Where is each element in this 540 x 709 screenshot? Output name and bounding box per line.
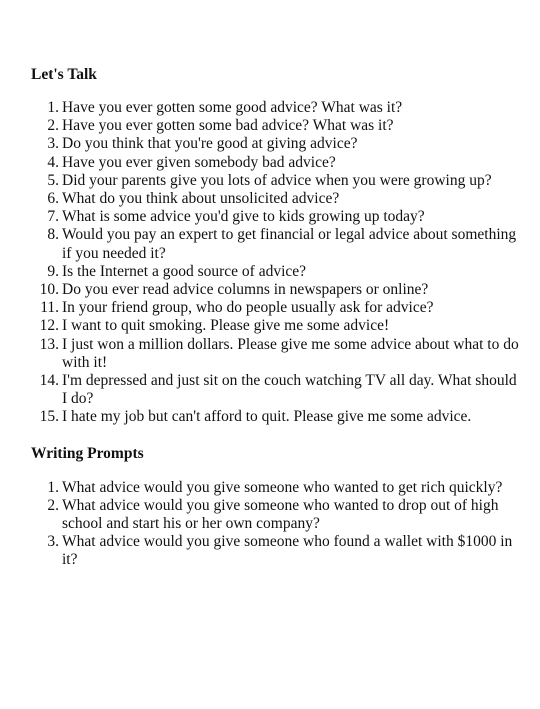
item-text: Do you think that you're good at giving advice? [62,135,358,153]
list-item [31,281,520,299]
list-item [31,533,520,569]
list-item [31,190,520,208]
item-text: What advice would you give someone who found a wallet with $1000 in it? [62,533,513,569]
list-item [31,154,520,172]
list-item [31,208,520,226]
item-number: 2. [47,117,59,135]
item-text: What is some advice you'd give to kids growing up today? [62,208,425,226]
item-number: 11. [40,299,59,317]
item-text: I just won a million dollars. Please give me some advice about what to do with it! [62,335,519,371]
item-text: Have you ever gotten some bad advice? What was it? [62,117,394,135]
item-number: 12. [39,317,59,335]
item-text: Is the Internet a good source of advice? [62,262,307,280]
item-text: I'm depressed and just sit on the couch watching TV all day. What should I do? [62,372,517,408]
item-number: 4. [47,153,59,171]
writing-prompts-heading: Writing Prompts [31,444,144,462]
item-text: Have you ever given somebody bad advice? [62,153,336,171]
list-item [31,479,520,497]
list-item [31,135,520,153]
item-number: 6. [47,190,59,208]
list-item [31,372,520,408]
item-text: Have you ever gotten some good advice? What was it? [62,99,403,116]
item-number: 9. [47,262,59,280]
list-item [31,226,520,262]
item-number: 14. [39,372,59,390]
item-number: 3. [47,135,59,153]
list-item [31,317,520,335]
item-text: Did your parents give you lots of advice when you were growing up? [62,171,492,189]
item-number: 5. [47,171,59,189]
list-item [31,336,520,372]
item-number: 7. [47,208,59,226]
list-item [31,117,520,135]
list-item [31,263,520,281]
item-text: In your friend group, who do people usually ask for advice? [62,299,434,317]
item-text: What advice would you give someone who wanted to get rich quickly? [62,478,503,496]
item-text: I hate my job but can't afford to quit. Please give me some advice. [62,408,472,426]
list-item [31,408,520,426]
item-text: What advice would you give someone who wanted to drop out of high school and start his or her own company? [62,496,499,533]
list-item [31,497,520,533]
list-item [31,99,520,117]
item-number: 13. [39,335,59,353]
list-item [31,172,520,190]
item-number: 1. [47,478,59,496]
item-number: 8. [47,226,59,244]
list-item [31,299,520,317]
lets-talk-list [31,99,520,427]
writing-prompts-list [31,479,520,570]
item-text: Do you ever read advice columns in newspapers or online? [62,281,429,299]
item-number: 1. [47,99,59,116]
item-text: I want to quit smoking. Please give me some advice! [62,317,390,335]
item-text: Would you pay an expert to get financial or legal advice about something if you needed it? [62,226,517,262]
item-text: What do you think about unsolicited advice? [62,190,340,208]
item-number: 3. [47,533,59,551]
item-number: 2. [47,496,59,514]
lets-talk-heading: Let's Talk [31,66,97,83]
item-number: 10. [39,281,59,299]
item-number: 15. [39,408,59,426]
